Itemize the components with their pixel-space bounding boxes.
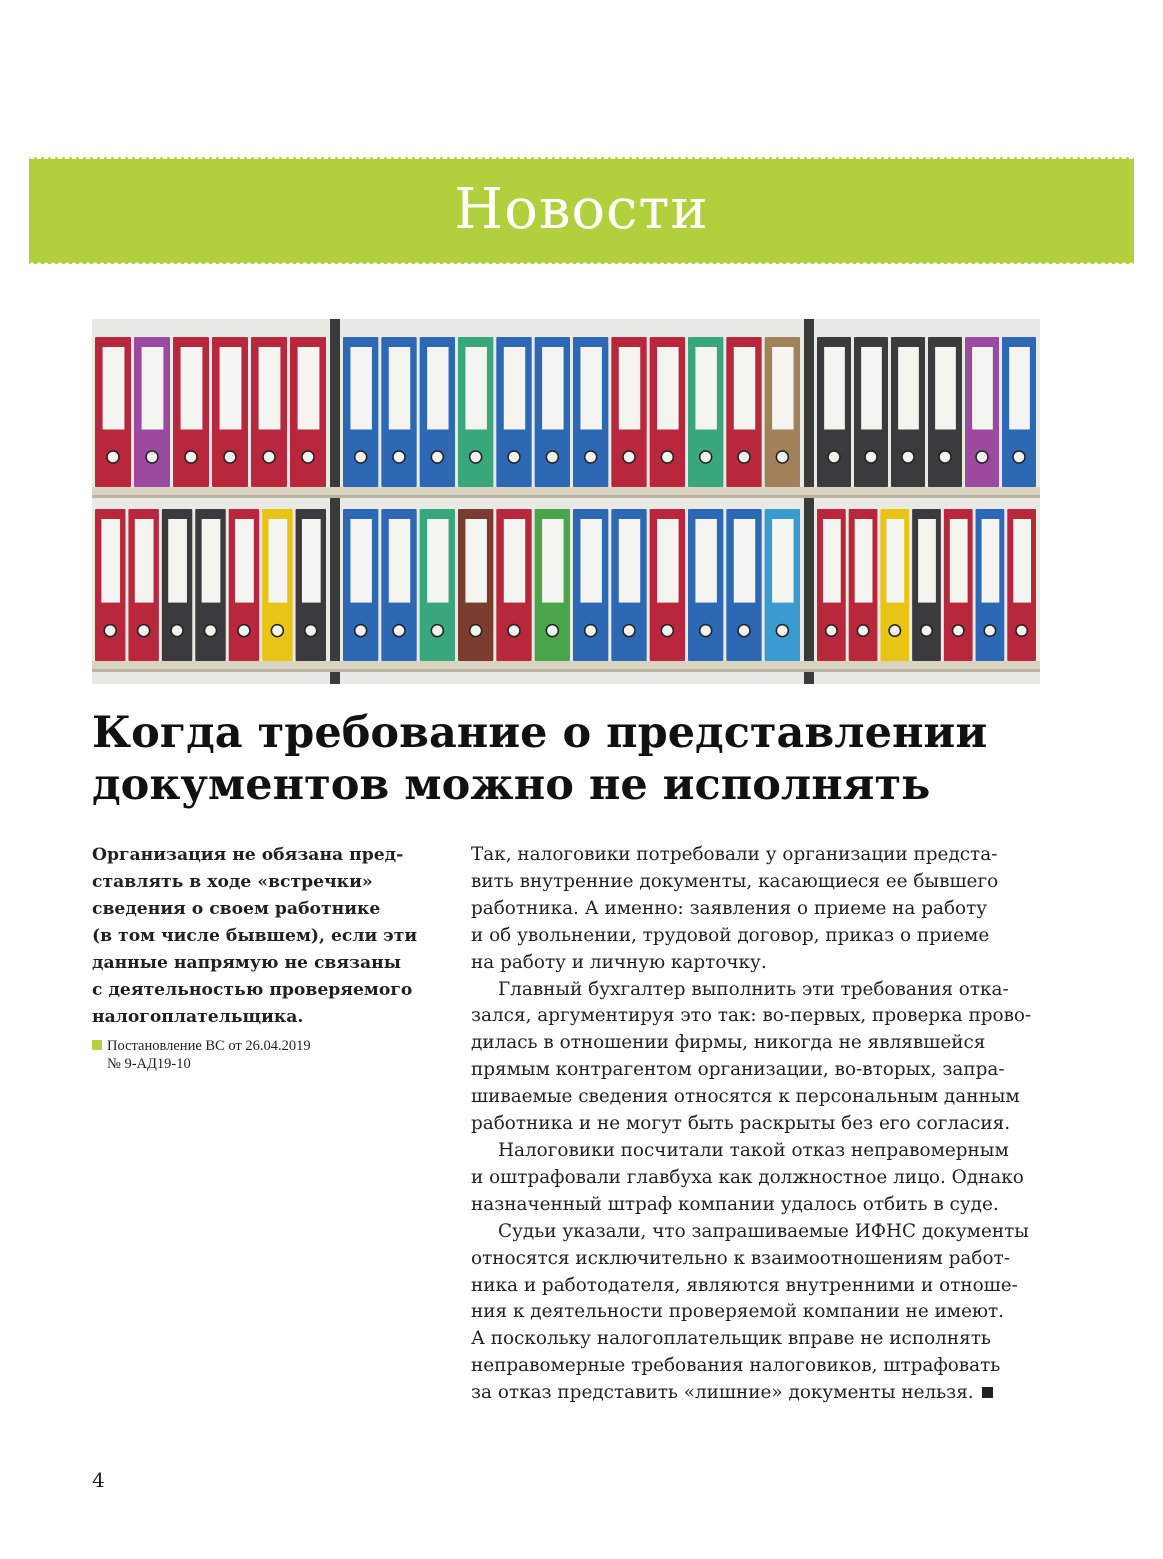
body-line: и об увольнении, трудовой договор, приказ о приеме: [471, 924, 990, 946]
body-line: неправомерные требования налоговиков, штрафовать: [471, 1355, 1001, 1377]
binder-ring-hole: [138, 625, 150, 637]
shelf-board-edge: [92, 669, 1040, 672]
body-line: работника и не могут быть раскрыты без его согласия.: [471, 1113, 1011, 1135]
body-line: зался, аргументируя это так: во-первых, проверка прово-: [471, 1005, 1032, 1027]
lead-line: ставлять в ходе «встречки»: [92, 872, 373, 892]
binder-label: [542, 347, 563, 430]
binder-label: [389, 347, 410, 430]
article-lead: [92, 842, 427, 1031]
body-line: Налоговики посчитали такой отказ неправомерным: [498, 1139, 1009, 1161]
binder-ring-hole: [585, 625, 597, 637]
banner-scalloped-edge-top: [29, 154, 1134, 159]
headline-line: документов можно не исполнять: [92, 760, 931, 810]
binder-ring-hole: [738, 451, 750, 463]
binder-label: [298, 347, 320, 430]
binder-label: [202, 519, 221, 603]
binder-label: [235, 519, 254, 603]
binder-ring-hole: [302, 451, 314, 463]
binder-label: [302, 519, 321, 603]
binder-ring-hole: [857, 625, 868, 636]
body-line: Так, налоговики потребовали у организации предста-: [471, 844, 998, 865]
binder-ring-hole: [826, 625, 837, 636]
binder-label: [580, 347, 601, 430]
binder-label: [918, 519, 936, 603]
binder-label: [861, 347, 882, 430]
binder-ring-hole: [1013, 451, 1025, 463]
binder-ring-hole: [107, 451, 119, 463]
binder-ring-hole: [661, 625, 673, 637]
binder-label: [181, 347, 203, 430]
binder-label: [950, 519, 968, 603]
binder-label: [168, 519, 187, 603]
source-line: [92, 1037, 427, 1055]
binder-label: [734, 519, 755, 603]
binder-ring-hole: [238, 625, 250, 637]
binder-label: [657, 347, 678, 430]
binder-label: [855, 519, 873, 603]
binder-label: [619, 347, 640, 430]
binder-ring-hole: [263, 451, 275, 463]
binder-ring-hole: [393, 625, 405, 637]
binder-label: [103, 347, 125, 430]
binder-label: [101, 519, 120, 603]
shelf-board-edge: [92, 495, 1040, 498]
body-line: назначенный штраф компании удалось отбить в суде.: [471, 1193, 999, 1215]
end-of-article-square-icon: [982, 1387, 993, 1398]
binder-label: [542, 519, 563, 603]
binder-ring-hole: [546, 451, 558, 463]
binder-label: [972, 347, 993, 430]
body-line-last: [471, 1380, 1071, 1407]
lead-line: налогоплательщика.: [92, 1007, 304, 1027]
binder-ring-hole: [921, 625, 932, 636]
body-line: работника. А именно: заявления о приеме на работу: [471, 897, 988, 919]
shelf-board: [92, 661, 1040, 669]
binder-ring-hole: [305, 625, 317, 637]
shelf-upright: [330, 319, 340, 684]
green-square-marker-icon: [92, 1040, 102, 1050]
binder-ring-hole: [828, 451, 840, 463]
binder-ring-hole: [355, 625, 367, 637]
article-photo: [92, 319, 1040, 684]
binder-ring-hole: [976, 451, 988, 463]
binder-ring-hole: [776, 625, 788, 637]
lead-line: данные напрямую не связаны: [92, 953, 401, 973]
binder-label: [259, 347, 281, 430]
body-line: Главный бухгалтер выполнить эти требования отка-: [498, 978, 1009, 1000]
binder-label: [465, 519, 486, 603]
body-line: А поскольку налогоплательщик вправе не исполнять: [471, 1328, 991, 1350]
banner-scalloped-edge-bottom: [29, 262, 1134, 267]
binder-ring-hole: [508, 451, 520, 463]
body-line: ника и работодателя, являются внутренними и отноше-: [471, 1274, 1018, 1296]
binder-label: [982, 519, 1000, 603]
body-line: на работу и личную карточку.: [471, 951, 767, 973]
binder-ring-hole: [185, 451, 197, 463]
binder-label: [465, 347, 486, 430]
binder-label: [220, 347, 242, 430]
body-line-text: за отказ представить «лишние» документы нельзя.: [471, 1382, 974, 1404]
binder-ring-hole: [271, 625, 283, 637]
binder-label: [695, 347, 716, 430]
binder-ring-hole: [508, 625, 520, 637]
binder-label: [824, 347, 845, 430]
binder-ring-hole: [104, 625, 116, 637]
binder-ring-hole: [355, 451, 367, 463]
binder-ring-hole: [939, 451, 951, 463]
binder-ring-hole: [984, 625, 995, 636]
binder-label: [1009, 347, 1030, 430]
binder-ring-hole: [171, 625, 183, 637]
section-title: Новости: [454, 177, 709, 242]
binder-ring-hole: [1016, 625, 1027, 636]
body-line: шиваемые сведения относятся к персональным данным: [471, 1086, 1020, 1108]
headline-line: Когда требование о представлении: [92, 708, 988, 758]
binder-label: [350, 519, 371, 603]
source-line: № 9-АД19-10: [107, 1056, 191, 1072]
lead-line: сведения о своем работнике: [92, 899, 381, 919]
binder-ring-hole: [700, 451, 712, 463]
binder-ring-hole: [623, 451, 635, 463]
binder-label: [350, 347, 371, 430]
binder-label: [695, 519, 716, 603]
section-banner: [29, 157, 1134, 264]
binder-label: [619, 519, 640, 603]
binder-label: [389, 519, 410, 603]
binder-ring-hole: [661, 451, 673, 463]
body-line: дилась в отношении фирмы, никогда не являвшейся: [471, 1032, 986, 1054]
binder-label: [772, 347, 793, 430]
binder-ring-hole: [865, 451, 877, 463]
binder-label: [142, 347, 164, 430]
binder-ring-hole: [700, 625, 712, 637]
binder-ring-hole: [431, 451, 443, 463]
binders-shelf-illustration: [92, 319, 1040, 684]
binder-ring-hole: [585, 451, 597, 463]
body-line: относятся исключительно к взаимоотношениям работ-: [471, 1247, 1010, 1269]
binder-label: [935, 347, 956, 430]
binder-ring-hole: [889, 625, 900, 636]
body-line: Судьи указали, что запрашиваемые ИФНС документы: [498, 1220, 1029, 1242]
legal-source-reference: [92, 1037, 427, 1073]
binder-label: [504, 347, 525, 430]
page-number: 4: [92, 1468, 105, 1492]
shelf-board: [92, 487, 1040, 495]
binder-label: [823, 519, 841, 603]
binder-ring-hole: [902, 451, 914, 463]
binder-ring-hole: [146, 451, 158, 463]
shelf-upright: [804, 319, 814, 684]
binder-ring-hole: [470, 625, 482, 637]
binder-label: [772, 519, 793, 603]
binder-label: [427, 519, 448, 603]
binder-ring-hole: [470, 451, 482, 463]
binder-ring-hole: [393, 451, 405, 463]
body-line: вить внутренние документы, касающиеся ее бывшего: [471, 870, 999, 892]
binder-label: [268, 519, 287, 603]
lead-line: Организация не обязана пред-: [92, 845, 404, 865]
binder-label: [886, 519, 904, 603]
binder-ring-hole: [738, 625, 750, 637]
article-body: [471, 842, 1071, 1407]
binder-ring-hole: [431, 625, 443, 637]
binder-label: [1013, 519, 1031, 603]
binder-ring-hole: [623, 625, 635, 637]
binder-ring-hole: [953, 625, 964, 636]
binder-label: [657, 519, 678, 603]
binder-label: [135, 519, 154, 603]
body-line: прямым контрагентом организации, во-вторых, запра-: [471, 1059, 1005, 1081]
source-line-text: Постановление ВС от 26.04.2019: [107, 1038, 311, 1054]
binder-label: [504, 519, 525, 603]
lead-line: (в том числе бывшем), если эти: [92, 926, 418, 946]
body-line: и оштрафовали главбуха как должностное лицо. Однако: [471, 1166, 1024, 1188]
binder-ring-hole: [546, 625, 558, 637]
article-headline: [92, 707, 1072, 811]
body-line: ния к деятельности проверяемой компании не имеют.: [471, 1301, 1005, 1323]
binder-label: [427, 347, 448, 430]
binder-label: [580, 519, 601, 603]
binder-label: [734, 347, 755, 430]
binder-ring-hole: [224, 451, 236, 463]
binder-label: [898, 347, 919, 430]
binder-ring-hole: [776, 451, 788, 463]
binder-ring-hole: [205, 625, 217, 637]
lead-line: с деятельностью проверяемого: [92, 980, 413, 1000]
